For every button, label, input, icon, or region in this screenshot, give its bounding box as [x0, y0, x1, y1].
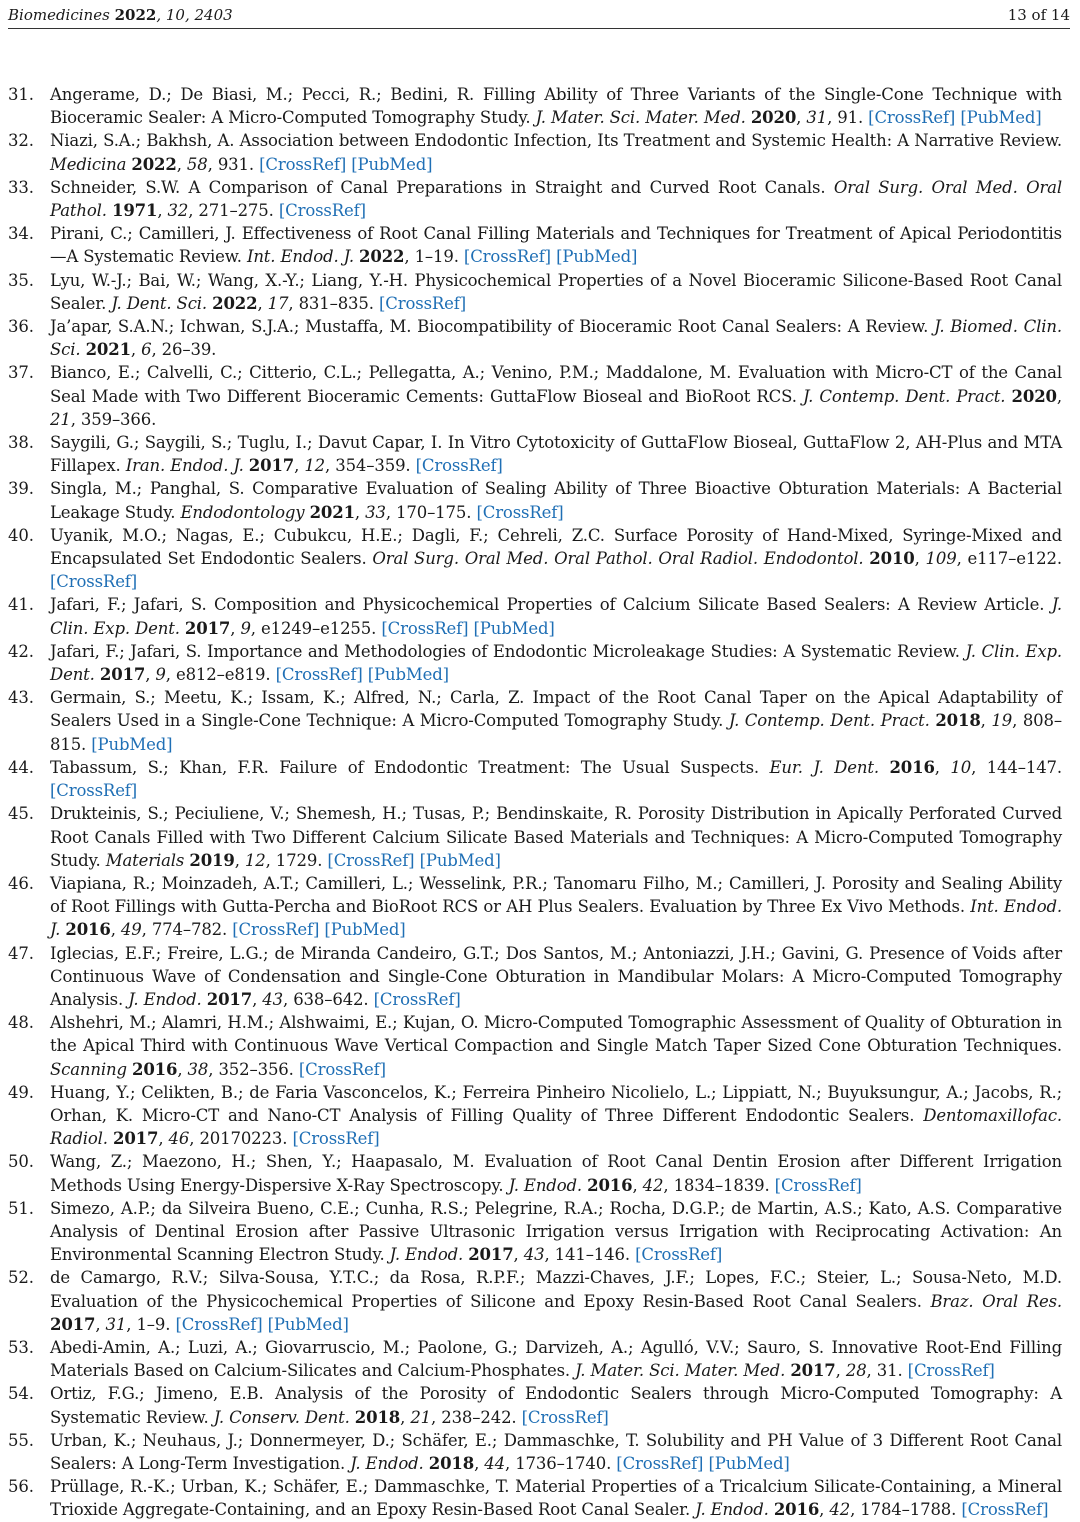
- reference-year: 2017: [50, 1314, 96, 1334]
- reference-year: 2022: [212, 293, 258, 313]
- reference-journal: Dentomaxillofac. Radiol.: [50, 1105, 1063, 1149]
- reference-text: Huang, Y.; Celikten, B.; de Faria Vasconcelos, K.; Ferreira Pinheiro Nicolielo, L.; Lippiatt, N.; Buyuksungur, A.; Jacobs, R.; Orhan, K. Micro-CT and Nano-CT Analysis of Filling Quality of Three Different Endodontic Sealers.: [50, 1082, 1062, 1125]
- reference-number: 54.: [8, 1384, 34, 1404]
- reference-item: 31. Angerame, D.; De Biasi, M.; Pecci, R.; Bedini, R. Filling Ability of Three Variants of the Single-Cone Technique with Bioceramic Sealer: A Micro-Computed Tomography Study. J. Mater. Sci. Mater. Med. 2020, 31, 91. [CrossRef] [PubMed]: [8, 85, 1062, 128]
- reference-journal: Int. Endod. J.: [246, 247, 354, 267]
- reference-text: Jafari, F.; Jafari, S. Importance and Methodologies of Endodontic Microleakage Studies: A Systematic Review.: [50, 641, 960, 661]
- crossref-link[interactable]: [CrossRef]: [635, 1245, 723, 1265]
- reference-text: Jafari, F.; Jafari, S. Composition and Physicochemical Properties of Calcium Silicate Based Sealers: A Review Article.: [50, 595, 1045, 615]
- reference-item: 52. de Camargo, R.V.; Silva-Sousa, Y.T.C.; da Rosa, R.P.F.; Mazzi-Chaves, J.F.; Lopes, F.C.; Steier, L.; Sousa-Neto, M.D. Evaluation of the Physicochemical Properties of Silicone and Epoxy Resin-Based Root Canal Sealers. Braz. Oral Res. 2017, 31, 1–9. [CrossRef] [PubMed]: [8, 1268, 1062, 1334]
- reference-pages: e812–e819.: [175, 665, 271, 685]
- reference-journal: Int. Endod. J.: [50, 897, 1062, 940]
- reference-journal: Braz. Oral Res.: [930, 1291, 1062, 1311]
- crossref-link[interactable]: [CrossRef]: [415, 456, 503, 476]
- reference-volume: 31: [105, 1314, 127, 1334]
- reference-item: 35. Lyu, W.-J.; Bai, W.; Wang, X.-Y.; Liang, Y.-H. Physicochemical Properties of a Novel Bioceramic Silicone-Based Root Canal Sealer. J. Dent. Sci. 2022, 17, 831–835. [CrossRef]: [8, 270, 1062, 313]
- reference-number: 48.: [8, 1013, 34, 1033]
- reference-number: 34.: [8, 224, 34, 244]
- reference-volume: 6: [141, 340, 152, 360]
- reference-year: 2017: [99, 665, 146, 685]
- reference-pages: 352–356.: [218, 1059, 294, 1079]
- reference-volume: 9: [240, 618, 251, 638]
- reference-volume: 33: [365, 502, 386, 522]
- crossref-link[interactable]: [CrossRef]: [292, 1129, 380, 1149]
- reference-pages: 271–275.: [198, 201, 274, 221]
- reference-year: 2020: [750, 108, 797, 128]
- reference-pages: 359–366.: [80, 409, 157, 429]
- reference-volume: 12: [244, 850, 266, 870]
- reference-year: 2017: [206, 989, 253, 1009]
- reference-year: 2021: [309, 502, 355, 522]
- crossref-link[interactable]: [CrossRef]: [521, 1407, 609, 1427]
- reference-number: 33.: [8, 177, 34, 197]
- crossref-link[interactable]: [CrossRef]: [298, 1059, 386, 1079]
- reference-number: 50.: [8, 1152, 34, 1172]
- reference-item: 54. Ortiz, F.G.; Jimeno, E.B. Analysis of the Porosity of Endodontic Sealers through Micro-Computed Tomography: A Systematic Review. J. Conserv. Dent. 2018, 21, 238–242. [CrossRef]: [8, 1384, 1062, 1427]
- pubmed-link[interactable]: [PubMed]: [419, 850, 501, 870]
- reference-pages: 931.: [217, 154, 254, 174]
- reference-text: Lyu, W.-J.; Bai, W.; Wang, X.-Y.; Liang, Y.-H. Physicochemical Properties of a Novel Bioceramic Silicone-Based Root Canal Sealer.: [50, 270, 1062, 313]
- reference-text: Saygili, G.; Saygili, S.; Tuglu, I.; Davut Capar, I. In Vitro Cytotoxicity of GuttaFlow Bioseal, GuttaFlow 2, AH-Plus and MTA Fillapex.: [50, 433, 1062, 476]
- reference-pages: 638–642.: [293, 989, 369, 1009]
- reference-text: Tabassum, S.; Khan, F.R. Failure of Endodontic Treatment: The Usual Suspects.: [50, 757, 759, 777]
- reference-journal: Eur. J. Dent.: [769, 757, 879, 777]
- reference-year: 2010: [869, 549, 915, 569]
- reference-pages: 808–815.: [50, 711, 1062, 754]
- reference-item: 51. Simezo, A.P.; da Silveira Bueno, C.E.; Cunha, R.S.; Pelegrine, R.A.; Rocha, D.G.P.; de Martin, A.S.; Kato, A.S. Comparative Analysis of Dentinal Erosion after Passive Ultrasonic Irrigation versus Irrigation with Reciprocating Activation: An Environmental Scanning Electron Study. J. Endod. 2017, 43, 141–146. [CrossRef]: [8, 1198, 1062, 1265]
- reference-text: Ja’apar, S.A.N.; Ichwan, S.J.A.; Mustaffa, M. Biocompatibility of Bioceramic Root Canal Sealers: A Review.: [50, 317, 929, 337]
- reference-number: 55.: [8, 1430, 34, 1450]
- reference-year: 2016: [65, 920, 111, 940]
- reference-number: 40.: [8, 525, 34, 545]
- reference-volume: 42: [642, 1175, 664, 1195]
- reference-item: 42. Jafari, F.; Jafari, S. Importance and Methodologies of Endodontic Microleakage Studies: A Systematic Review. J. Clin. Exp. Dent. 2017, 9, e812–e819. [CrossRef] [PubMed]: [8, 641, 1062, 685]
- reference-item: 48. Alshehri, M.; Alamri, H.M.; Alshwaimi, E.; Kujan, O. Micro-Computed Tomographic Assessment of Quality of Obturation in the Apical Third with Continuous Wave Vertical Compaction and Single Match Taper Sized Cone Obturation Techniques. Scanning 2016, 38, 352–356. [CrossRef]: [8, 1013, 1062, 1079]
- reference-number: 39.: [8, 479, 34, 499]
- reference-item: 33. Schneider, S.W. A Comparison of Canal Preparations in Straight and Curved Root Canals. Oral Surg. Oral Med. Oral Pathol. 1971, 32, 271–275. [CrossRef]: [8, 177, 1062, 221]
- reference-year: 2016: [773, 1500, 820, 1520]
- reference-journal: J. Endod.: [389, 1245, 464, 1265]
- reference-text: Abedi-Amin, A.; Luzi, A.; Giovarruscio, M.; Paolone, G.; Darvizeh, A.; Agulló, V.V.; Sauro, S. Innovative Root-End Filling Materials Based on Calcium-Silicates and Calcium-Phosphates.: [50, 1337, 1062, 1381]
- reference-journal: Oral Surg. Oral Med. Oral Pathol. Oral Radiol. Endodontol.: [372, 549, 864, 569]
- crossref-link[interactable]: [CrossRef]: [278, 201, 366, 221]
- reference-number: 53.: [8, 1337, 34, 1357]
- reference-year: 2022: [359, 247, 405, 267]
- reference-journal: Scanning: [50, 1059, 127, 1079]
- reference-number: 51.: [8, 1198, 34, 1218]
- reference-item: 55. Urban, K.; Neuhaus, J.; Donnermeyer, D.; Schäfer, E.; Dammaschke, T. Solubility and PH Value of 3 Different Root Canal Sealers: A Long-Term Investigation. J. Endod. 2018, 44, 1736–1740. [CrossRef] [PubMed]: [8, 1430, 1062, 1473]
- pubmed-link[interactable]: [PubMed]: [351, 154, 433, 174]
- page-number: 13 of 14: [1007, 6, 1070, 24]
- reference-item: 46. Viapiana, R.; Moinzadeh, A.T.; Camilleri, L.; Wesselink, P.R.; Tanomaru Filho, M.; Camilleri, J. Porosity and Sealing Ability of Root Fillings with Gutta-Percha and BioRoot RCS or AH Plus Sealers. Evaluation by Three Ex Vivo Methods. Int. Endod. J. 2016, 49, 774–782. [CrossRef] [PubMed]: [8, 873, 1062, 940]
- reference-pages: e117–e122.: [967, 549, 1062, 569]
- reference-volume: 31: [806, 108, 828, 128]
- reference-journal: J. Clin. Exp. Dent.: [50, 641, 1062, 685]
- reference-volume: 28: [845, 1361, 867, 1381]
- crossref-link[interactable]: [CrossRef]: [961, 1500, 1049, 1520]
- reference-text: Uyanik, M.O.; Nagas, E.; Cubukcu, H.E.; Dagli, F.; Cehreli, Z.C. Surface Porosity of Hand-Mixed, Syringe-Mixed and Encapsulated Set Endodontic Sealers.: [50, 525, 1062, 569]
- pubmed-link[interactable]: [PubMed]: [960, 108, 1042, 128]
- crossref-link[interactable]: [CrossRef]: [327, 850, 415, 870]
- reference-item: 43. Germain, S.; Meetu, K.; Issam, K.; Alfred, N.; Carla, Z. Impact of the Root Canal Taper on the Apical Adaptability of Sealers Used in a Single-Cone Technique: A Micro-Computed Tomography Study. J. Contemp. Dent. Pract. 2018, 19, 808–815. [PubMed]: [8, 688, 1062, 754]
- reference-item: 38. Saygili, G.; Saygili, S.; Tuglu, I.; Davut Capar, I. In Vitro Cytotoxicity of GuttaFlow Bioseal, GuttaFlow 2, AH-Plus and MTA Fillapex. Iran. Endod. J. 2017, 12, 354–359. [CrossRef]: [8, 433, 1062, 476]
- reference-pages: 141–146.: [554, 1245, 630, 1265]
- reference-journal: J. Endod.: [350, 1453, 424, 1473]
- reference-year: 2019: [189, 850, 235, 870]
- reference-volume: 21: [410, 1407, 432, 1427]
- pubmed-link[interactable]: [PubMed]: [324, 920, 406, 940]
- reference-journal: Endodontology: [180, 502, 305, 522]
- reference-item: 41. Jafari, F.; Jafari, S. Composition and Physicochemical Properties of Calcium Silicate Based Sealers: A Review Article. J. Clin. Exp. Dent. 2017, 9, e1249–e1255. [CrossRef] [PubMed]: [8, 595, 1062, 638]
- reference-pages: 26–39.: [161, 340, 217, 360]
- reference-volume: 43: [262, 989, 283, 1009]
- reference-number: 44.: [8, 757, 34, 777]
- reference-item: 39. Singla, M.; Panghal, S. Comparative Evaluation of Sealing Ability of Three Bioactive Obturation Materials: A Bacterial Leakage Study. Endodontology 2021, 33, 170–175. [CrossRef]: [8, 479, 1062, 522]
- reference-journal: J. Biomed. Clin. Sci.: [50, 317, 1062, 360]
- reference-text: Alshehri, M.; Alamri, H.M.; Alshwaimi, E.; Kujan, O. Micro-Computed Tomographic Assessment of Quality of Obturation in the Apical Third with Continuous Wave Vertical Compaction and Single Match Taper Sized Cone Obturation Techniques.: [50, 1013, 1062, 1056]
- pubmed-link[interactable]: [PubMed]: [708, 1453, 790, 1473]
- reference-text: Iglecias, E.F.; Freire, L.G.; de Miranda Candeiro, G.T.; Dos Santos, M.; Antoniazzi, J.H.; Gavini, G. Presence of Voids after Continuous Wave of Condensation and Single-Cone Obturation in Mandibular Molars: A Micro-Computed Tomography Analysis.: [50, 943, 1062, 1009]
- reference-pages: 1–9.: [136, 1314, 171, 1334]
- reference-volume: 38: [187, 1059, 209, 1079]
- pubmed-link[interactable]: [PubMed]: [473, 618, 555, 638]
- reference-number: 38.: [8, 433, 34, 453]
- reference-number: 41.: [8, 595, 34, 615]
- reference-text: de Camargo, R.V.; Silva-Sousa, Y.T.C.; da Rosa, R.P.F.; Mazzi-Chaves, J.F.; Lopes, F.C.; Steier, L.; Sousa-Neto, M.D. Evaluation of the Physicochemical Properties of Silicone and Epoxy Resin-Based Root Canal Sealers.: [50, 1268, 1062, 1311]
- reference-year: 2022: [131, 154, 177, 174]
- reference-volume: 10: [950, 757, 972, 777]
- reference-text: Simezo, A.P.; da Silveira Bueno, C.E.; Cunha, R.S.; Pelegrine, R.A.; Rocha, D.G.P.; de Martin, A.S.; Kato, A.S. Comparative Analysis of Dentinal Erosion after Passive Ultrasonic Irrigation versus Irrigation with Reciprocating Activation: An Environmental Scanning Electron Study.: [50, 1198, 1062, 1265]
- reference-text: Wang, Z.; Maezono, H.; Shen, Y.; Haapasalo, M. Evaluation of Root Canal Dentin Erosion after Different Irrigation Methods Using Energy-Dispersive X-Ray Spectroscopy.: [50, 1152, 1062, 1195]
- reference-year: 2017: [248, 456, 295, 476]
- reference-item: 53. Abedi-Amin, A.; Luzi, A.; Giovarruscio, M.; Paolone, G.; Darvizeh, A.; Agulló, V.V.; Sauro, S. Innovative Root-End Filling Materials Based on Calcium-Silicates and Calcium-Phosphates. J. Mater. Sci. Mater. Med. 2017, 28, 31. [CrossRef]: [8, 1337, 1062, 1381]
- reference-number: 31.: [8, 85, 34, 104]
- reference-volume: 32: [167, 201, 189, 221]
- pubmed-link[interactable]: [PubMed]: [91, 734, 173, 754]
- reference-number: 46.: [8, 873, 34, 893]
- reference-item: 45. Drukteinis, S.; Peciuliene, V.; Shemesh, H.; Tusas, P.; Bendinskaite, R. Porosity Distribution in Apically Perforated Curved Root Canals Filled with Two Different Calcium Silicate Based Materials and Techniques: A Micro-Computed Tomography Study. Materials 2019, 12, 1729. [CrossRef] [PubMed]: [8, 804, 1062, 870]
- reference-item: 47. Iglecias, E.F.; Freire, L.G.; de Miranda Candeiro, G.T.; Dos Santos, M.; Antoniazzi, J.H.; Gavini, G. Presence of Voids after Continuous Wave of Condensation and Single-Cone Obturation in Mandibular Molars: A Micro-Computed Tomography Analysis. J. Endod. 2017, 43, 638–642. [CrossRef]: [8, 943, 1062, 1009]
- reference-text: Drukteinis, S.; Peciuliene, V.; Shemesh, H.; Tusas, P.; Bendinskaite, R. Porosity Distribution in Apically Perforated Curved Root Canals Filled with Two Different Calcium Silicate Based Materials and Techniques: A Micro-Computed Tomography Study.: [50, 804, 1062, 870]
- reference-text: Bianco, E.; Calvelli, C.; Citterio, C.L.; Pellegatta, A.; Venino, P.M.; Maddalone, M. Evaluation with Micro-CT of the Canal Seal Made with Two Different Bioceramic Cements: GuttaFlow Bioseal and BioRoot RCS.: [50, 363, 1062, 406]
- reference-year: 1971: [111, 201, 158, 221]
- reference-year: 2018: [354, 1407, 401, 1427]
- reference-text: Ortiz, F.G.; Jimeno, E.B. Analysis of the Porosity of Endodontic Sealers through Micro-Computed Tomography: A Systematic Review.: [50, 1384, 1062, 1427]
- reference-number: 56.: [8, 1477, 34, 1497]
- reference-pages: 831–835.: [298, 293, 374, 313]
- reference-year: 2017: [113, 1129, 159, 1149]
- reference-item: 44. Tabassum, S.; Khan, F.R. Failure of Endodontic Treatment: The Usual Suspects. Eur. J. Dent. 2016, 10, 144–147. [CrossRef]: [8, 757, 1062, 801]
- journal-citation: Biomedicines 2022, 10, 2403: [8, 6, 233, 24]
- reference-journal: J. Mater. Sci. Mater. Med.: [575, 1361, 786, 1381]
- reference-volume: 21: [50, 409, 71, 429]
- reference-text: Prüllage, R.-K.; Urban, K.; Schäfer, E.; Dammaschke, T. Material Properties of a Tricalcium Silicate-Containing, a Mineral Trioxide Aggregate-Containing, and an Epoxy Resin-Based Root Canal Sealer.: [50, 1477, 1062, 1520]
- pubmed-link[interactable]: [PubMed]: [267, 1314, 349, 1334]
- reference-pages: 91.: [837, 108, 864, 128]
- reference-year: 2017: [184, 618, 231, 638]
- reference-pages: 20170223.: [199, 1129, 288, 1149]
- reference-journal: J. Endod.: [508, 1175, 583, 1195]
- reference-text: Germain, S.; Meetu, K.; Issam, K.; Alfred, N.; Carla, Z. Impact of the Root Canal Taper on the Apical Adaptability of Sealers Used in a Single-Cone Technique: A Micro-Computed Tomography Study.: [50, 688, 1062, 731]
- reference-item: 49. Huang, Y.; Celikten, B.; de Faria Vasconcelos, K.; Ferreira Pinheiro Nicolielo, L.; Lippiatt, N.; Buyuksungur, A.; Jacobs, R.; Orhan, K. Micro-CT and Nano-CT Analysis of Filling Quality of Three Different Endodontic Sealers. Dentomaxillofac. Radiol. 2017, 46, 20170223. [CrossRef]: [8, 1082, 1063, 1149]
- reference-year: 2021: [85, 340, 131, 360]
- reference-item: 56. Prüllage, R.-K.; Urban, K.; Schäfer, E.; Dammaschke, T. Material Properties of a Tricalcium Silicate-Containing, a Mineral Trioxide Aggregate-Containing, and an Epoxy Resin-Based Root Canal Sealer. J. Endod. 2016, 42, 1784–1788. [CrossRef]: [8, 1477, 1062, 1520]
- crossref-link[interactable]: [CrossRef]: [259, 154, 347, 174]
- reference-pages: 1736–1740.: [515, 1453, 612, 1473]
- crossref-link[interactable]: [CrossRef]: [175, 1314, 263, 1334]
- reference-journal: J. Conserv. Dent.: [213, 1407, 350, 1427]
- reference-journal: Medicina: [50, 154, 127, 174]
- reference-volume: 49: [120, 920, 142, 940]
- reference-pages: 1729.: [275, 850, 323, 870]
- reference-journal: Materials: [105, 850, 185, 870]
- reference-pages: 238–242.: [441, 1407, 517, 1427]
- reference-year: 2016: [889, 757, 935, 777]
- crossref-link[interactable]: [CrossRef]: [232, 920, 320, 940]
- crossref-link[interactable]: [CrossRef]: [616, 1453, 704, 1473]
- reference-journal: J. Endod.: [128, 989, 202, 1009]
- reference-text: Urban, K.; Neuhaus, J.; Donnermeyer, D.; Schäfer, E.; Dammaschke, T. Solubility and PH Value of 3 Different Root Canal Sealers: A Long-Term Investigation.: [50, 1430, 1062, 1473]
- reference-volume: 12: [304, 456, 326, 476]
- reference-number: 49.: [8, 1082, 34, 1102]
- reference-number: 45.: [8, 804, 34, 824]
- reference-text: Singla, M.; Panghal, S. Comparative Evaluation of Sealing Ability of Three Bioactive Obturation Materials: A Bacterial Leakage Study.: [50, 479, 1062, 522]
- crossref-link[interactable]: [CrossRef]: [907, 1361, 995, 1381]
- reference-number: 37.: [8, 363, 34, 383]
- reference-volume: 42: [829, 1500, 851, 1520]
- page-header: [8, 2, 1070, 29]
- reference-volume: 109: [925, 549, 957, 569]
- reference-volume: 9: [155, 665, 166, 685]
- reference-pages: 354–359.: [335, 456, 411, 476]
- reference-year: 2016: [587, 1175, 633, 1195]
- reference-journal: J. Contemp. Dent. Pract.: [728, 711, 930, 731]
- reference-pages: 1784–1788.: [860, 1500, 957, 1520]
- pubmed-link[interactable]: [PubMed]: [367, 665, 449, 685]
- crossref-link[interactable]: [CrossRef]: [463, 247, 551, 267]
- reference-journal: J. Endod.: [695, 1500, 769, 1520]
- crossref-link[interactable]: [CrossRef]: [50, 572, 138, 592]
- reference-journal: J. Clin. Exp. Dent.: [50, 595, 1062, 638]
- reference-journal: J. Dent. Sci.: [111, 293, 208, 313]
- reference-text: Niazi, S.A.; Bakhsh, A. Association between Endodontic Infection, Its Treatment and Systemic Health: A Narrative Review.: [50, 131, 1062, 151]
- crossref-link[interactable]: [CrossRef]: [868, 108, 956, 128]
- crossref-link[interactable]: [CrossRef]: [50, 781, 138, 801]
- crossref-link[interactable]: [CrossRef]: [774, 1175, 862, 1195]
- crossref-link[interactable]: [CrossRef]: [381, 618, 469, 638]
- reference-journal: Iran. Endod. J.: [125, 456, 244, 476]
- reference-volume: 58: [186, 154, 208, 174]
- reference-pages: 144–147.: [986, 757, 1062, 777]
- reference-number: 36.: [8, 317, 34, 337]
- crossref-link[interactable]: [CrossRef]: [373, 989, 461, 1009]
- reference-item: 34. Pirani, C.; Camilleri, J. Effectiveness of Root Canal Filling Materials and Techniques for Treatment of Apical Periodontitis—A Systematic Review. Int. Endod. J. 2022, 1–19. [CrossRef] [PubMed]: [8, 224, 1062, 267]
- reference-number: 42.: [8, 641, 34, 661]
- reference-pages: 1834–1839.: [673, 1175, 770, 1195]
- reference-number: 43.: [8, 688, 34, 708]
- reference-volume: 19: [991, 711, 1013, 731]
- reference-item: 32. Niazi, S.A.; Bakhsh, A. Association between Endodontic Infection, Its Treatment and Systemic Health: A Narrative Review. Medicina 2022, 58, 931. [CrossRef] [PubMed]: [8, 131, 1062, 174]
- reference-year: 2016: [132, 1059, 178, 1079]
- reference-year: 2020: [1011, 386, 1057, 406]
- reference-volume: 43: [523, 1245, 545, 1265]
- reference-number: 52.: [8, 1268, 34, 1288]
- reference-pages: e1249–e1255.: [261, 618, 377, 638]
- reference-item: 40. Uyanik, M.O.; Nagas, E.; Cubukcu, H.E.; Dagli, F.; Cehreli, Z.C. Surface Porosity of Hand-Mixed, Syringe-Mixed and Encapsulated Set Endodontic Sealers. Oral Surg. Oral Med. Oral Pathol. Oral Radiol. Endodontol. 2010, 109, e117–e122. [CrossRef]: [8, 525, 1062, 592]
- reference-number: 32.: [8, 131, 34, 151]
- reference-list: [8, 83, 1062, 1522]
- reference-number: 47.: [8, 943, 34, 963]
- reference-volume: 46: [168, 1129, 190, 1149]
- crossref-link[interactable]: [CrossRef]: [275, 665, 363, 685]
- reference-item: 36. Ja’apar, S.A.N.; Ichwan, S.J.A.; Mustaffa, M. Biocompatibility of Bioceramic Root Canal Sealers: A Review. J. Biomed. Clin. Sci. 2021, 6, 26–39.: [8, 317, 1062, 360]
- reference-journal: J. Contemp. Dent. Pract.: [802, 386, 1006, 406]
- reference-text: Pirani, C.; Camilleri, J. Effectiveness of Root Canal Filling Materials and Techniques for Treatment of Apical Periodontitis—A Systematic Review.: [50, 224, 1062, 267]
- reference-pages: 1–19.: [414, 247, 459, 267]
- reference-item: 50. Wang, Z.; Maezono, H.; Shen, Y.; Haapasalo, M. Evaluation of Root Canal Dentin Erosion after Different Irrigation Methods Using Energy-Dispersive X-Ray Spectroscopy. J. Endod. 2016, 42, 1834–1839. [CrossRef]: [8, 1152, 1062, 1195]
- reference-year: 2017: [790, 1361, 836, 1381]
- pubmed-link[interactable]: [PubMed]: [556, 247, 638, 267]
- reference-text: Viapiana, R.; Moinzadeh, A.T.; Camilleri, L.; Wesselink, P.R.; Tanomaru Filho, M.; Camilleri, J. Porosity and Sealing Ability of Root Fillings with Gutta-Percha and BioRoot RCS or AH Plus Sealers. Evaluation by Three Ex Vivo Methods.: [50, 873, 1062, 917]
- reference-number: 35.: [8, 270, 34, 290]
- reference-year: 2017: [468, 1245, 514, 1265]
- reference-journal: J. Mater. Sci. Mater. Med.: [535, 108, 746, 128]
- reference-journal: Oral Surg. Oral Med. Oral Pathol.: [50, 177, 1062, 221]
- reference-year: 2018: [935, 711, 981, 731]
- crossref-link[interactable]: [CrossRef]: [476, 502, 564, 522]
- reference-year: 2018: [428, 1453, 475, 1473]
- crossref-link[interactable]: [CrossRef]: [378, 293, 467, 313]
- reference-item: 37. Bianco, E.; Calvelli, C.; Citterio, C.L.; Pellegatta, A.; Venino, P.M.; Maddalone, M. Evaluation with Micro-CT of the Canal Seal Made with Two Different Bioceramic Cements: GuttaFlow Bioseal and BioRoot RCS. J. Contemp. Dent. Pract. 2020, 21, 359–366.: [8, 363, 1062, 429]
- reference-pages: 774–782.: [151, 920, 228, 940]
- reference-pages: 31.: [876, 1361, 903, 1381]
- reference-volume: 44: [484, 1453, 505, 1473]
- reference-pages: 170–175.: [396, 502, 472, 522]
- reference-text: Angerame, D.; De Biasi, M.; Pecci, R.; Bedini, R. Filling Ability of Three Variants of the Single-Cone Technique with Bioceramic Sealer: A Micro-Computed Tomography Study.: [50, 85, 1062, 128]
- reference-text: Schneider, S.W. A Comparison of Canal Preparations in Straight and Curved Root Canals.: [50, 177, 826, 197]
- reference-volume: 17: [267, 293, 289, 313]
